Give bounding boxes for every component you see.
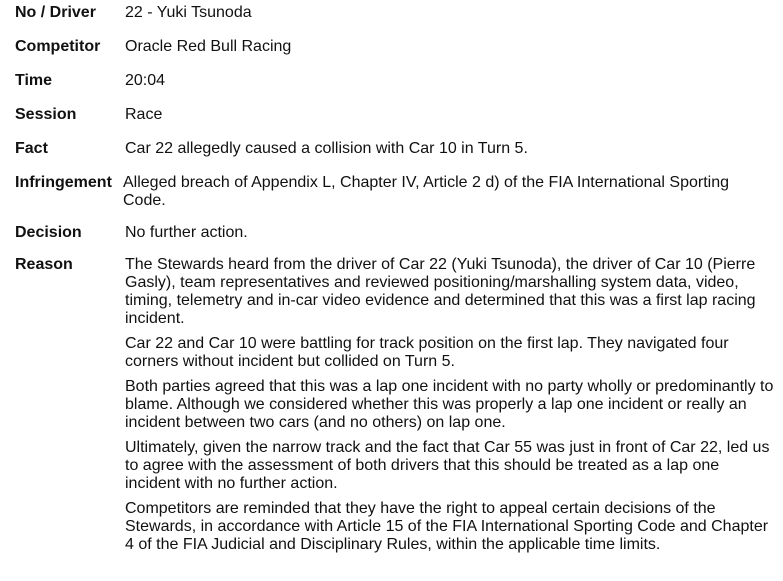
row-fact (15, 140, 775, 158)
value-infringement: Alleged breach of Appendix L, Chapter IV, Article 2 d) of the FIA International Sporting Code. (123, 174, 730, 209)
reason-paragraph: Both parties agreed that this was a lap one incident with no party wholly or predominantly to blame. Although we considered whether this was properly a lap one incident or really an incident between two cars (and no others) on lap one. (125, 378, 774, 431)
value-fact: Car 22 allegedly caused a collision with Car 10 in Turn 5. (125, 140, 528, 157)
label-infringement: Infringement (15, 174, 112, 191)
value-competitor: Oracle Red Bull Racing (125, 38, 292, 55)
label-fact: Fact (15, 140, 48, 157)
row-infringement (15, 174, 775, 210)
reason-paragraphs (125, 256, 775, 554)
row-reason (15, 256, 775, 554)
label-driver: No / Driver (15, 4, 96, 21)
reason-paragraph: Competitors are reminded that they have the right to appeal certain decisions of the Stewards, in accordance with Article 15 of the FIA International Sporting Code and Chapter 4 of the FIA Judicial and Disciplinary Rules, within the applicable time limits. (125, 500, 769, 553)
label-time: Time (15, 72, 53, 89)
value-session: Race (125, 106, 163, 123)
reason-paragraph: The Stewards heard from the driver of Car 22 (Yuki Tsunoda), the driver of Car 10 (Pierre Gasly), team representatives and reviewed positioning/marshalling system data, video, timing, telemetry and in-car video evidence and determined that this was a first lap racing incident. (125, 256, 756, 327)
reason-paragraph: Ultimately, given the narrow track and the fact that Car 55 was just in front of Car 22, led us to agree with the assessment of both drivers that this should be treated as a lap one incident with no further action. (125, 439, 770, 492)
label-session: Session (15, 106, 77, 123)
row-time (15, 72, 775, 90)
label-decision: Decision (15, 224, 82, 241)
label-reason: Reason (15, 256, 73, 273)
stewards-decision-document (15, 4, 775, 554)
value-time: 20:04 (125, 72, 166, 89)
row-competitor (15, 38, 775, 56)
reason-paragraph: Car 22 and Car 10 were battling for track position on the first lap. They navigated four corners without incident but collided on Turn 5. (125, 335, 729, 370)
label-competitor: Competitor (15, 38, 101, 55)
row-decision (15, 224, 775, 242)
value-driver: 22 - Yuki Tsunoda (125, 4, 252, 21)
value-decision: No further action. (125, 224, 248, 241)
row-driver (15, 4, 775, 22)
row-session (15, 106, 775, 124)
